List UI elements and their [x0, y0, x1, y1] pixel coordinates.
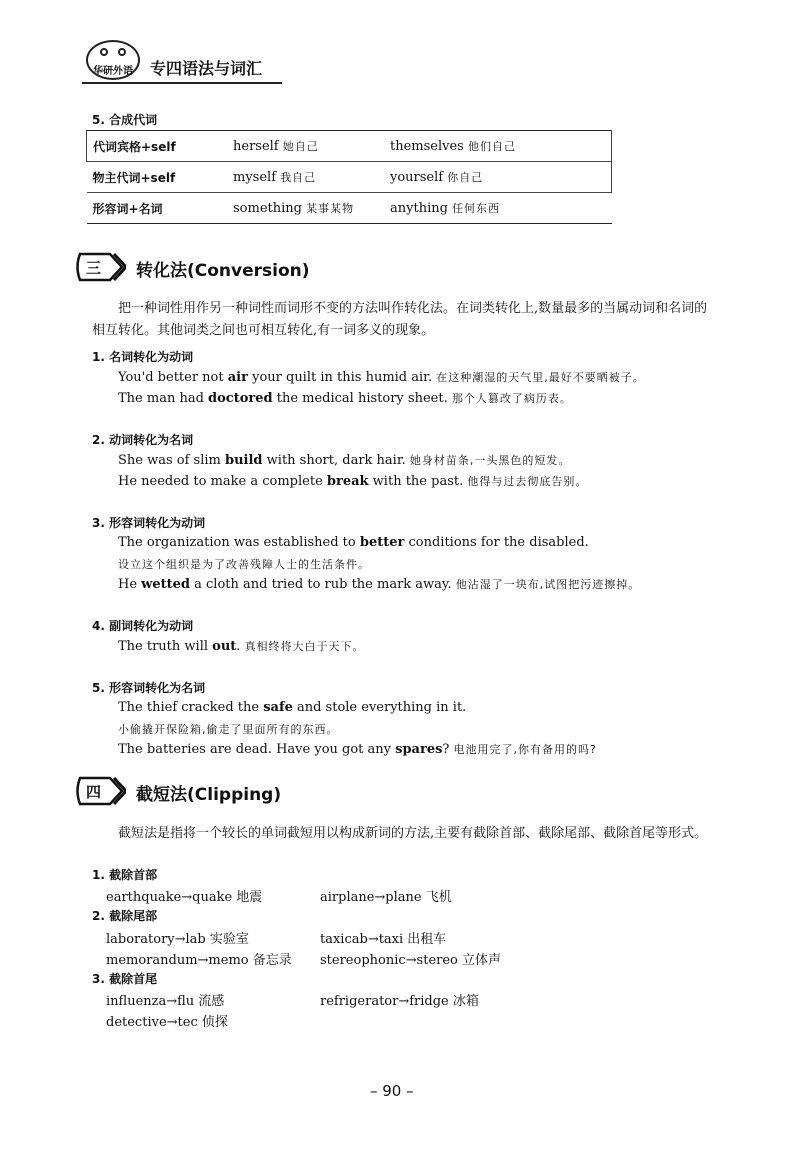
example-sentence: He wetted a cloth and tried to rub the mark away. 他沾湿了一块布,试图把污迹擦掉。: [118, 577, 641, 592]
clipping-group-heading: 1. 截除首部: [92, 868, 158, 882]
example-sentence: The thief cracked the safe and stole everything in it.: [118, 700, 467, 715]
section-number: 三: [86, 259, 102, 277]
section-title: 转化法(Conversion): [136, 261, 310, 281]
rule-cell: 物主代词+self: [87, 162, 228, 193]
table-row: [87, 162, 612, 193]
example-sentence: He needed to make a complete break with the past. 他得与过去彻底告别。: [118, 474, 588, 489]
conversion-item-heading: 4. 副词转化为动词: [92, 619, 194, 633]
logo-eye-right-icon: [118, 48, 126, 56]
logo-eye-left-icon: [100, 48, 108, 56]
rule-cell: 代词宾格+self: [87, 131, 228, 162]
example-sentence: The organization was established to better conditions for the disabled.: [118, 535, 589, 550]
clipping-intro: 截短法是指将一个较长的单词截短用以构成新词的方法,主要有截除首部、截除尾部、截除首尾等形式。: [118, 826, 708, 841]
clipping-example: laboratory→lab 实验室: [106, 932, 249, 947]
table-row: [87, 131, 612, 162]
page-number: – 90 –: [370, 1082, 414, 1100]
section-number: 四: [86, 783, 102, 801]
example-translation: 你自己: [447, 171, 484, 184]
conversion-item-heading: 5. 形容词转化为名词: [92, 681, 206, 695]
example-cell: [227, 193, 384, 224]
example-word: anything: [390, 201, 448, 216]
clipping-example: detective→tec 侦探: [106, 1015, 228, 1030]
example-translation: 某事某物: [306, 202, 355, 215]
rule-cell: 形容词+名词: [87, 193, 228, 224]
example-cell: [384, 193, 612, 224]
compound-pronouns-heading: 5. 合成代词: [92, 113, 158, 127]
clipping-group-heading: 3. 截除首尾: [92, 972, 158, 986]
conversion-section-header: [74, 250, 474, 286]
logo: [86, 40, 140, 80]
header-title: 专四语法与词汇: [150, 59, 263, 78]
clipping-example: taxicab→taxi 出租车: [320, 932, 447, 947]
compound-pronoun-table: [86, 130, 612, 224]
example-word: something: [233, 201, 302, 216]
conversion-item-heading: 1. 名词转化为动词: [92, 350, 194, 364]
example-translation: 设立这个组织是为了改善残障人士的生活条件。: [118, 558, 370, 571]
example-sentence: You'd better not air your quilt in this humid air. 在这种潮湿的天气里,最好不要晒被子。: [118, 370, 645, 385]
example-word: herself: [233, 139, 279, 154]
example-cell: [227, 131, 384, 162]
example-translation: 我自己: [280, 171, 317, 184]
header-rule: [82, 82, 282, 84]
section-badge: [74, 252, 126, 282]
clipping-example: memorandum→memo 备忘录: [106, 953, 292, 968]
example-sentence: She was of slim build with short, dark hair. 她身材苗条,一头黑色的短发。: [118, 453, 571, 468]
clipping-example: earthquake→quake 地震: [106, 890, 263, 905]
example-translation: 她自己: [282, 140, 319, 153]
section-title: 截短法(Clipping): [136, 785, 282, 805]
example-word: themselves: [390, 139, 464, 154]
clipping-example: airplane→plane 飞机: [320, 890, 452, 905]
section-badge: [74, 776, 126, 806]
example-word: yourself: [390, 170, 444, 185]
example-cell: [384, 131, 612, 162]
clipping-example: stereophonic→stereo 立体声: [320, 953, 502, 968]
clipping-example: refrigerator→fridge 冰箱: [320, 994, 479, 1009]
example-translation: 任何东西: [452, 202, 501, 215]
example-sentence: The batteries are dead. Have you got any spares? 电池用完了,你有备用的吗?: [118, 742, 597, 757]
example-cell: [227, 162, 384, 193]
clipping-section-header: [74, 774, 474, 810]
clipping-group-heading: 2. 截除尾部: [92, 909, 158, 923]
conversion-item-heading: 3. 形容词转化为动词: [92, 516, 206, 530]
example-translation: 他们自己: [468, 140, 516, 153]
table-row: [87, 193, 612, 224]
conversion-intro: 把一种词性用作另一种词性而词形不变的方法叫作转化法。在词类转化上,数量最多的当属动词和名词的相互转化。其他词类之间也可相互转化,有一词多义的现象。: [92, 301, 708, 338]
example-translation: 小偷撬开保险箱,偷走了里面所有的东西。: [118, 723, 339, 736]
example-cell: [384, 162, 612, 193]
example-sentence: The man had doctored the medical history sheet. 那个人篡改了病历表。: [118, 391, 572, 406]
example-sentence: The truth will out. 真相终将大白于天下。: [118, 639, 365, 654]
clipping-example: influenza→flu 流感: [106, 994, 225, 1009]
logo-text: 华研外语: [93, 66, 133, 77]
example-word: myself: [233, 170, 277, 185]
conversion-item-heading: 2. 动词转化为名词: [92, 433, 194, 447]
